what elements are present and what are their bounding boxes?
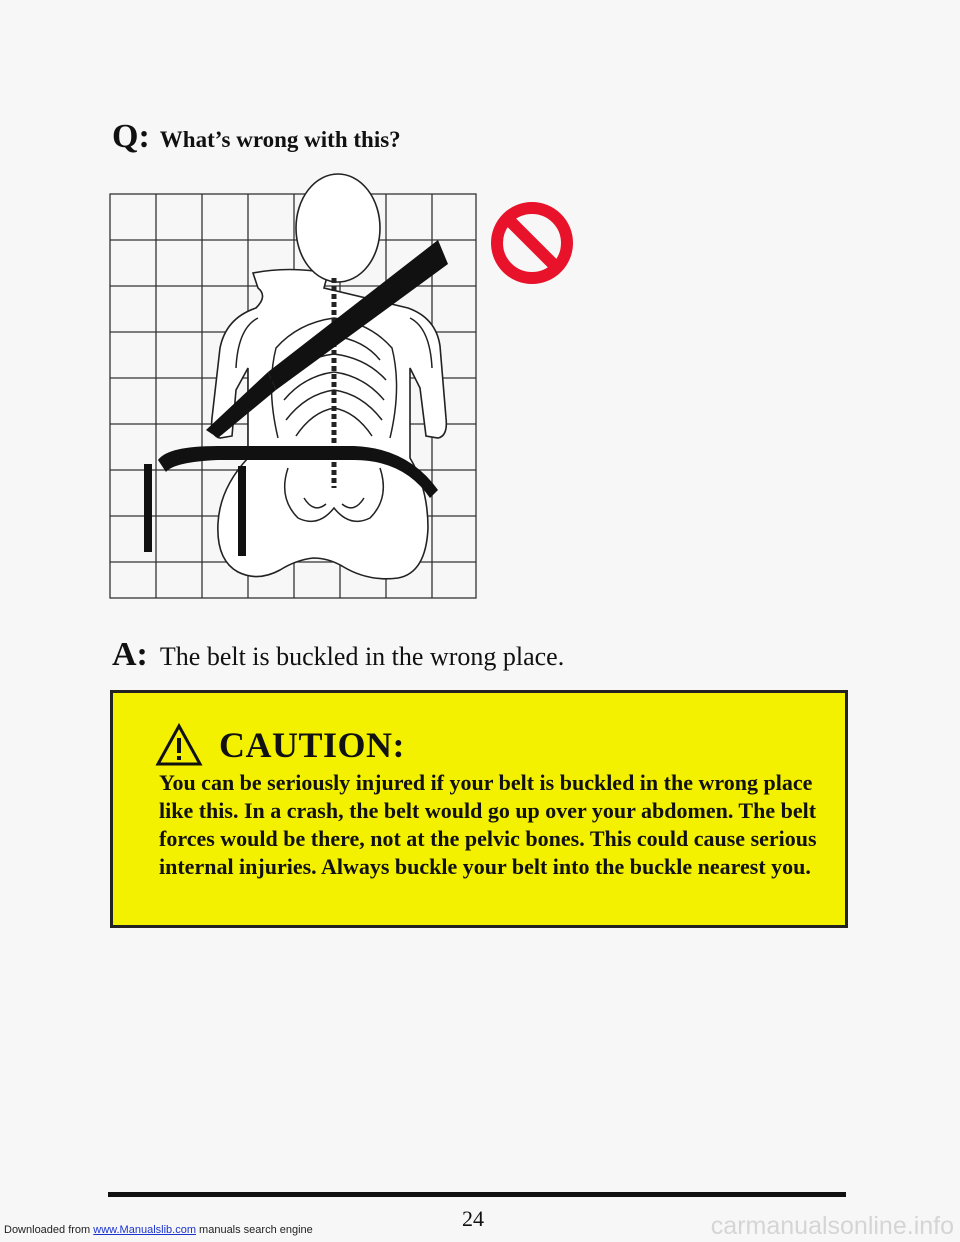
caution-header [155, 723, 405, 767]
watermark: carmanualsonline.info [710, 1212, 954, 1240]
no-symbol-icon [487, 198, 577, 288]
caution-box [110, 690, 848, 928]
question-line [112, 118, 401, 156]
footer-rule [108, 1192, 846, 1197]
caution-text: You can be seriously injured if your belt is buckled in the wrong place like this. In a crash, the belt would go up over your abdomen. The belt forces would be there, not at the pelvic bones. This could cause serious internal injuries. Always buckle your belt into the buckle nearest you. [159, 770, 817, 879]
answer-marker: A: [112, 636, 148, 673]
manualslib-link[interactable]: www.Manualslib.com [93, 1224, 196, 1236]
answer-line [112, 636, 564, 674]
page-number: 24 [462, 1206, 484, 1231]
caution-title: CAUTION: [219, 725, 406, 765]
question-marker: Q: [112, 118, 150, 155]
body-outline [212, 174, 447, 579]
question-text: What’s wrong with this? [159, 127, 401, 152]
download-notice [4, 1224, 313, 1236]
warning-triangle-icon [155, 723, 203, 767]
download-prefix: Downloaded from [4, 1224, 91, 1236]
answer-text: The belt is buckled in the wrong place. [159, 642, 565, 671]
download-suffix: manuals search engine [199, 1224, 313, 1236]
seat-belt-illustration [108, 168, 478, 600]
